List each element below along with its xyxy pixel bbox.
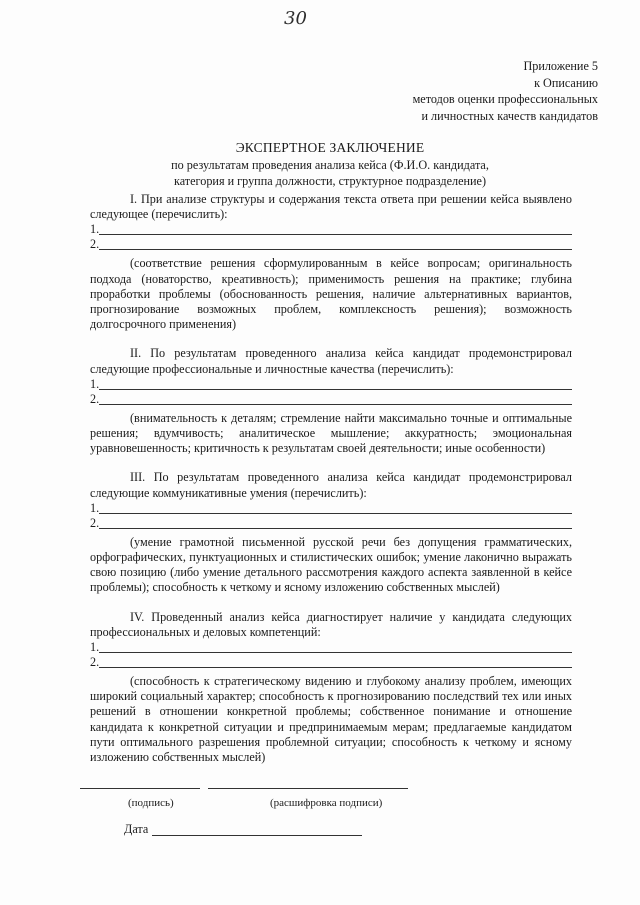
signature-decode-label: (расшифровка подписи) [270, 797, 383, 809]
fill-line[interactable] [90, 223, 572, 237]
title-block [100, 139, 560, 189]
section-qualities [90, 346, 572, 456]
section-lead: III. По результатам проведенного анализа кейса кандидат продемонстрировал следующие коммуникативные умения (перечислить): [90, 470, 572, 500]
document-subtitle-line: категория и группа должности, структурное подразделение) [173, 174, 487, 188]
fill-line[interactable] [90, 656, 572, 670]
signature-decode-line[interactable] [208, 788, 408, 789]
appendix-line: методов оценки профессиональных [412, 92, 598, 106]
document-title: ЭКСПЕРТНОЕ ЗАКЛЮЧЕНИЕ [235, 140, 425, 155]
fill-number: 2. [90, 237, 100, 252]
fill-line[interactable] [90, 378, 572, 392]
date-line[interactable] [152, 835, 362, 836]
document-subtitle-line: по результатам проведения анализа кейса (Ф.И.О. кандидата, [171, 158, 489, 172]
fill-number: 2. [90, 515, 100, 530]
fill-line[interactable] [90, 641, 572, 655]
fill-number: 1. [90, 500, 100, 515]
appendix-line: Приложение 5 [523, 59, 598, 73]
section-note: (внимательность к деталям; стремление найти максимально точные и оптимальные решения; вдумчивость; аналитическое мышление; аккуратность; эмоциональная уравновешенность; критичность к результатам своей деятельности; иные особенности) [90, 410, 572, 456]
fill-number: 1. [90, 222, 100, 237]
fill-line[interactable] [90, 502, 572, 516]
section-structure [90, 192, 572, 332]
section-lead: I. При анализе структуры и содержания текста ответа при решении кейса выявлено следующее (перечислить): [90, 192, 572, 222]
fill-number: 1. [90, 376, 100, 391]
fill-line[interactable] [90, 238, 572, 252]
signature-label: (подпись) [128, 797, 174, 809]
appendix-line: и личностных качеств кандидатов [421, 108, 598, 123]
fill-line[interactable] [90, 517, 572, 531]
section-communication [90, 470, 572, 595]
fill-number: 2. [90, 391, 100, 406]
section-note: (способность к стратегическому видению и глубокому анализу проблем, имеющих широкий социальный характер; способность к прогнозированию последствий тех или иных решений в отношении конкретной проблемы; собственное понимание и отношение кандидата к конкретной ситуации и предпринимаемым мерам; предлагаемые кандидатом пути оптимального разрешения проблемной ситуации; способность к четкому и ясному изложению собственных мыслей) [90, 674, 572, 765]
signature-line[interactable] [80, 788, 200, 789]
fill-line[interactable] [90, 393, 572, 407]
section-competencies [90, 610, 572, 766]
appendix-line: к Описанию [534, 75, 598, 90]
date-label: Дата [124, 822, 149, 836]
section-note: (соответствие решения сформулированным в кейсе вопросам; оригинальность подхода (новаторство, креативность); применимость решения на практике; глубина проработки проблемы (обоснованность решения, наличие альтернативных вариантов, прогнозирование возможных проблем, комплексность решения); возможность долгосрочного применения) [90, 256, 572, 332]
section-lead: II. По результатам проведенного анализа кейса кандидат продемонстрировал следующие профессиональные и личностные качества (перечислить): [90, 346, 572, 376]
document-body [90, 192, 572, 779]
signature-block [80, 788, 410, 858]
section-note: (умение грамотной письменной русской речи без допущения грамматических, орфографических, пунктуационных и стилистических ошибок; умение лаконично выражать свою позицию (либо умение детального рассмотрения каждого аспекта заявленной в кейсе проблемы); способность к четкому и ясному изложению собственных мыслей) [90, 534, 572, 595]
fill-number: 1. [90, 640, 100, 655]
section-lead: IV. Проведенный анализ кейса диагностирует наличие у кандидата следующих профессиональных и деловых компетенций: [90, 609, 572, 639]
fill-number: 2. [90, 655, 100, 670]
page-number: 30 [284, 8, 307, 29]
appendix-note [413, 58, 598, 124]
